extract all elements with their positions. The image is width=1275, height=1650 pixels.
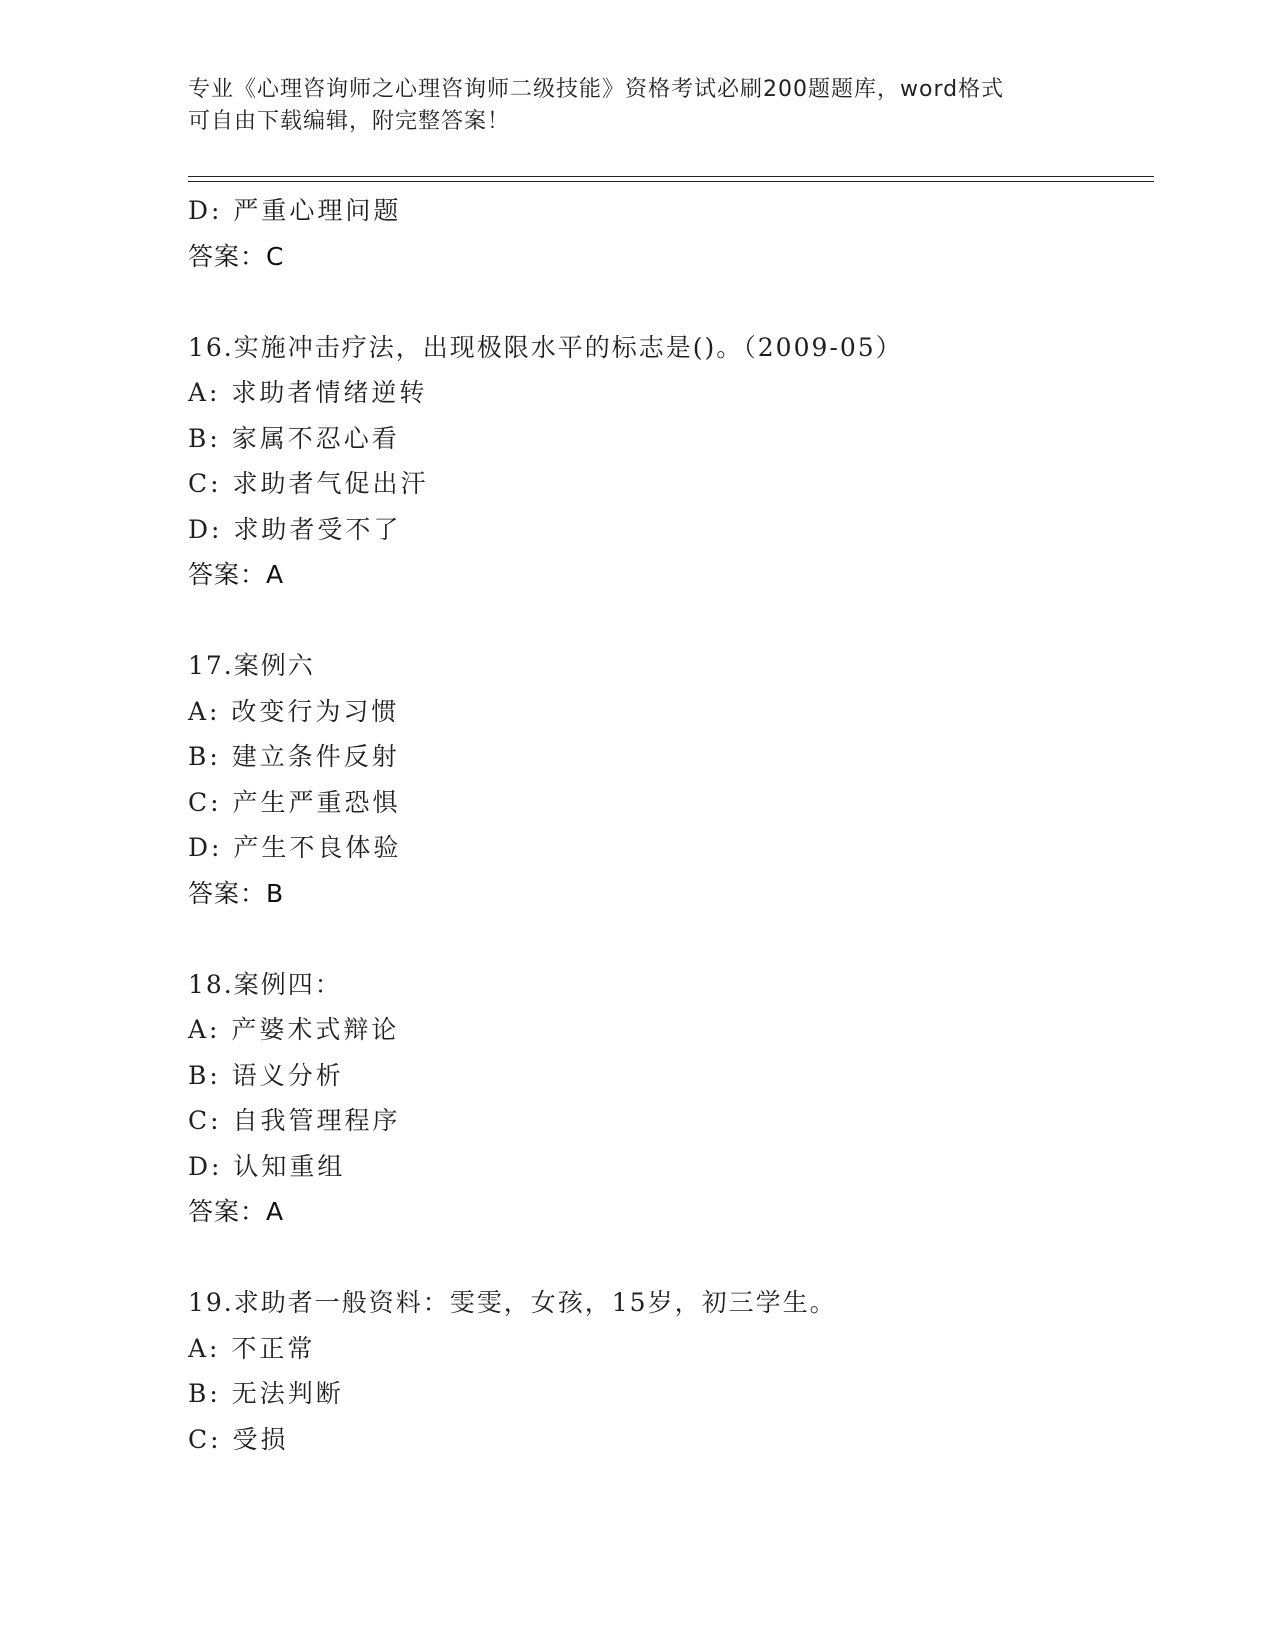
option-c: C: 求助者气促出汗 [188,469,429,498]
question-stem: 19.求助者一般资料：雯雯，女孩，15岁，初三学生。 [188,1288,837,1317]
option-a: A: 不正常 [188,1333,316,1363]
spacer [188,916,1148,962]
answer-line: 答案：A [188,560,285,589]
option-a: A: 产婆术式辩论 [188,1015,400,1044]
carryover-answer: 答案：C [188,241,285,271]
spacer [188,598,1148,644]
option-b: B: 建立条件反射 [188,742,400,771]
option-b: B: 家属不忍心看 [188,423,400,453]
option-b: B: 无法判断 [188,1379,344,1408]
question-stem: 16.实施冲击疗法，出现极限水平的标志是()。（2009-05） [188,332,903,362]
question-18 [188,962,1148,1235]
question-16 [188,325,1148,598]
option-a: A: 改变行为习惯 [188,696,400,726]
option-c: C: 受损 [188,1424,289,1454]
question-17 [188,643,1148,916]
spacer [188,279,1148,325]
header-divider-bottom [188,181,1154,182]
document-header [188,74,1068,138]
question-19 [188,1280,1148,1462]
answer-line: 答案：B [188,878,285,908]
option-c: C: 产生严重恐惧 [188,787,401,817]
spacer [188,1235,1148,1281]
option-d: D: 求助者受不了 [188,514,402,544]
answer-line: 答案：A [188,1197,285,1226]
option-d: D: 认知重组 [188,1151,346,1181]
option-d: D: 产生不良体验 [188,833,402,862]
header-divider-top [188,176,1154,177]
option-b: B: 语义分析 [188,1060,344,1090]
carryover-option-d: D: 严重心理问题 [188,196,402,225]
header-line-1: 专业《心理咨询师之心理咨询师二级技能》资格考试必刷200题题库，word格式 [188,77,1005,102]
option-c: C: 自我管理程序 [188,1106,401,1135]
question-stem: 18.案例四： [188,969,342,999]
header-line-2: 可自由下载编辑，附完整答案！ [188,109,511,134]
option-a: A: 求助者情绪逆转 [188,378,428,407]
question-stem: 17.案例六 [188,651,315,680]
question-list [188,188,1148,1462]
